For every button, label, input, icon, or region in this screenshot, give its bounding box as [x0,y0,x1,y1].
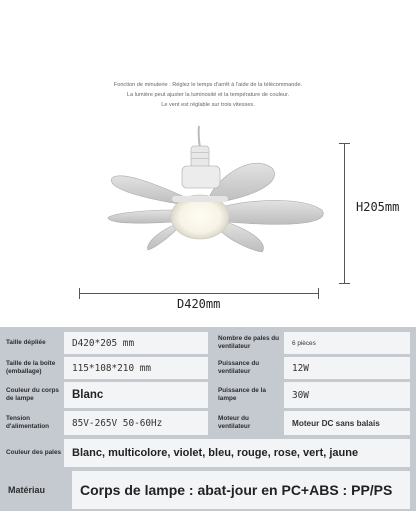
spec-row [0,439,416,467]
spec-value-nombre-pales: 6 pièces [284,332,410,354]
e27-socket [191,146,209,168]
spec-label-couleur-corps: Couleur du corps de lampe [6,387,59,402]
motor-housing [182,166,220,188]
spec-label-puissance-lampe: Puissance de la lampe [218,387,266,402]
spec-label-nombre-pales: Nombre de pales du ventilateur [218,335,280,350]
spec-table [0,327,416,511]
intro-line-wind: Le vent est réglable sur trois vitesses. [161,102,255,108]
height-label: H205mm [356,200,400,214]
spec-value-tension: 85V-265V 50-60Hz [64,411,208,435]
width-dimension [79,286,319,311]
intro-line-light: La lumière peut ajuster la luminosité et la température de couleur. [126,92,290,98]
spec-row [0,471,416,509]
spec-label-taille-depliee: Taille dépliée [6,339,46,346]
spec-label-moteur: Moteur du ventilateur [218,415,251,430]
spec-row [0,357,416,379]
spec-value-taille-depliee: D420*205 mm [64,332,208,354]
spec-value-couleur-pales: Blanc, multicolore, violet, bleu, rouge, rose, vert, jaune [64,439,410,467]
spec-label-tension: Tension d'alimentation [6,415,50,430]
spec-value-couleur-corps: Blanc [64,382,208,408]
spec-label-materiau: Matériau [8,485,46,495]
spec-label-couleur-pales: Couleur des pales [6,449,62,456]
spec-value-moteur: Moteur DC sans balais [284,411,410,435]
spec-label-taille-boite: Taille de la boîte (emballage) [6,360,56,375]
spec-value-puissance-ventilateur: 12W [284,357,410,379]
fan-blade-left [108,210,175,223]
power-cord [199,126,200,148]
height-dimension [337,143,351,284]
width-label: D420mm [177,297,221,311]
spec-value-materiau: Corps de lampe : abat-jour en PC+ABS : PP/PS [72,471,410,509]
spec-row [0,332,416,354]
spec-row [0,382,416,408]
spec-value-puissance-lampe: 30W [284,382,410,408]
fan-blade-right [225,200,323,224]
spec-label-puissance-ventilateur: Puissance du ventilateur [218,360,260,375]
intro-line-timer: Fonction de minuterie : Réglez le temps d'arrêt à l'aide de la télécommande. [113,82,303,88]
spec-value-taille-boite: 115*108*210 mm [64,357,208,379]
spec-row [0,411,416,435]
